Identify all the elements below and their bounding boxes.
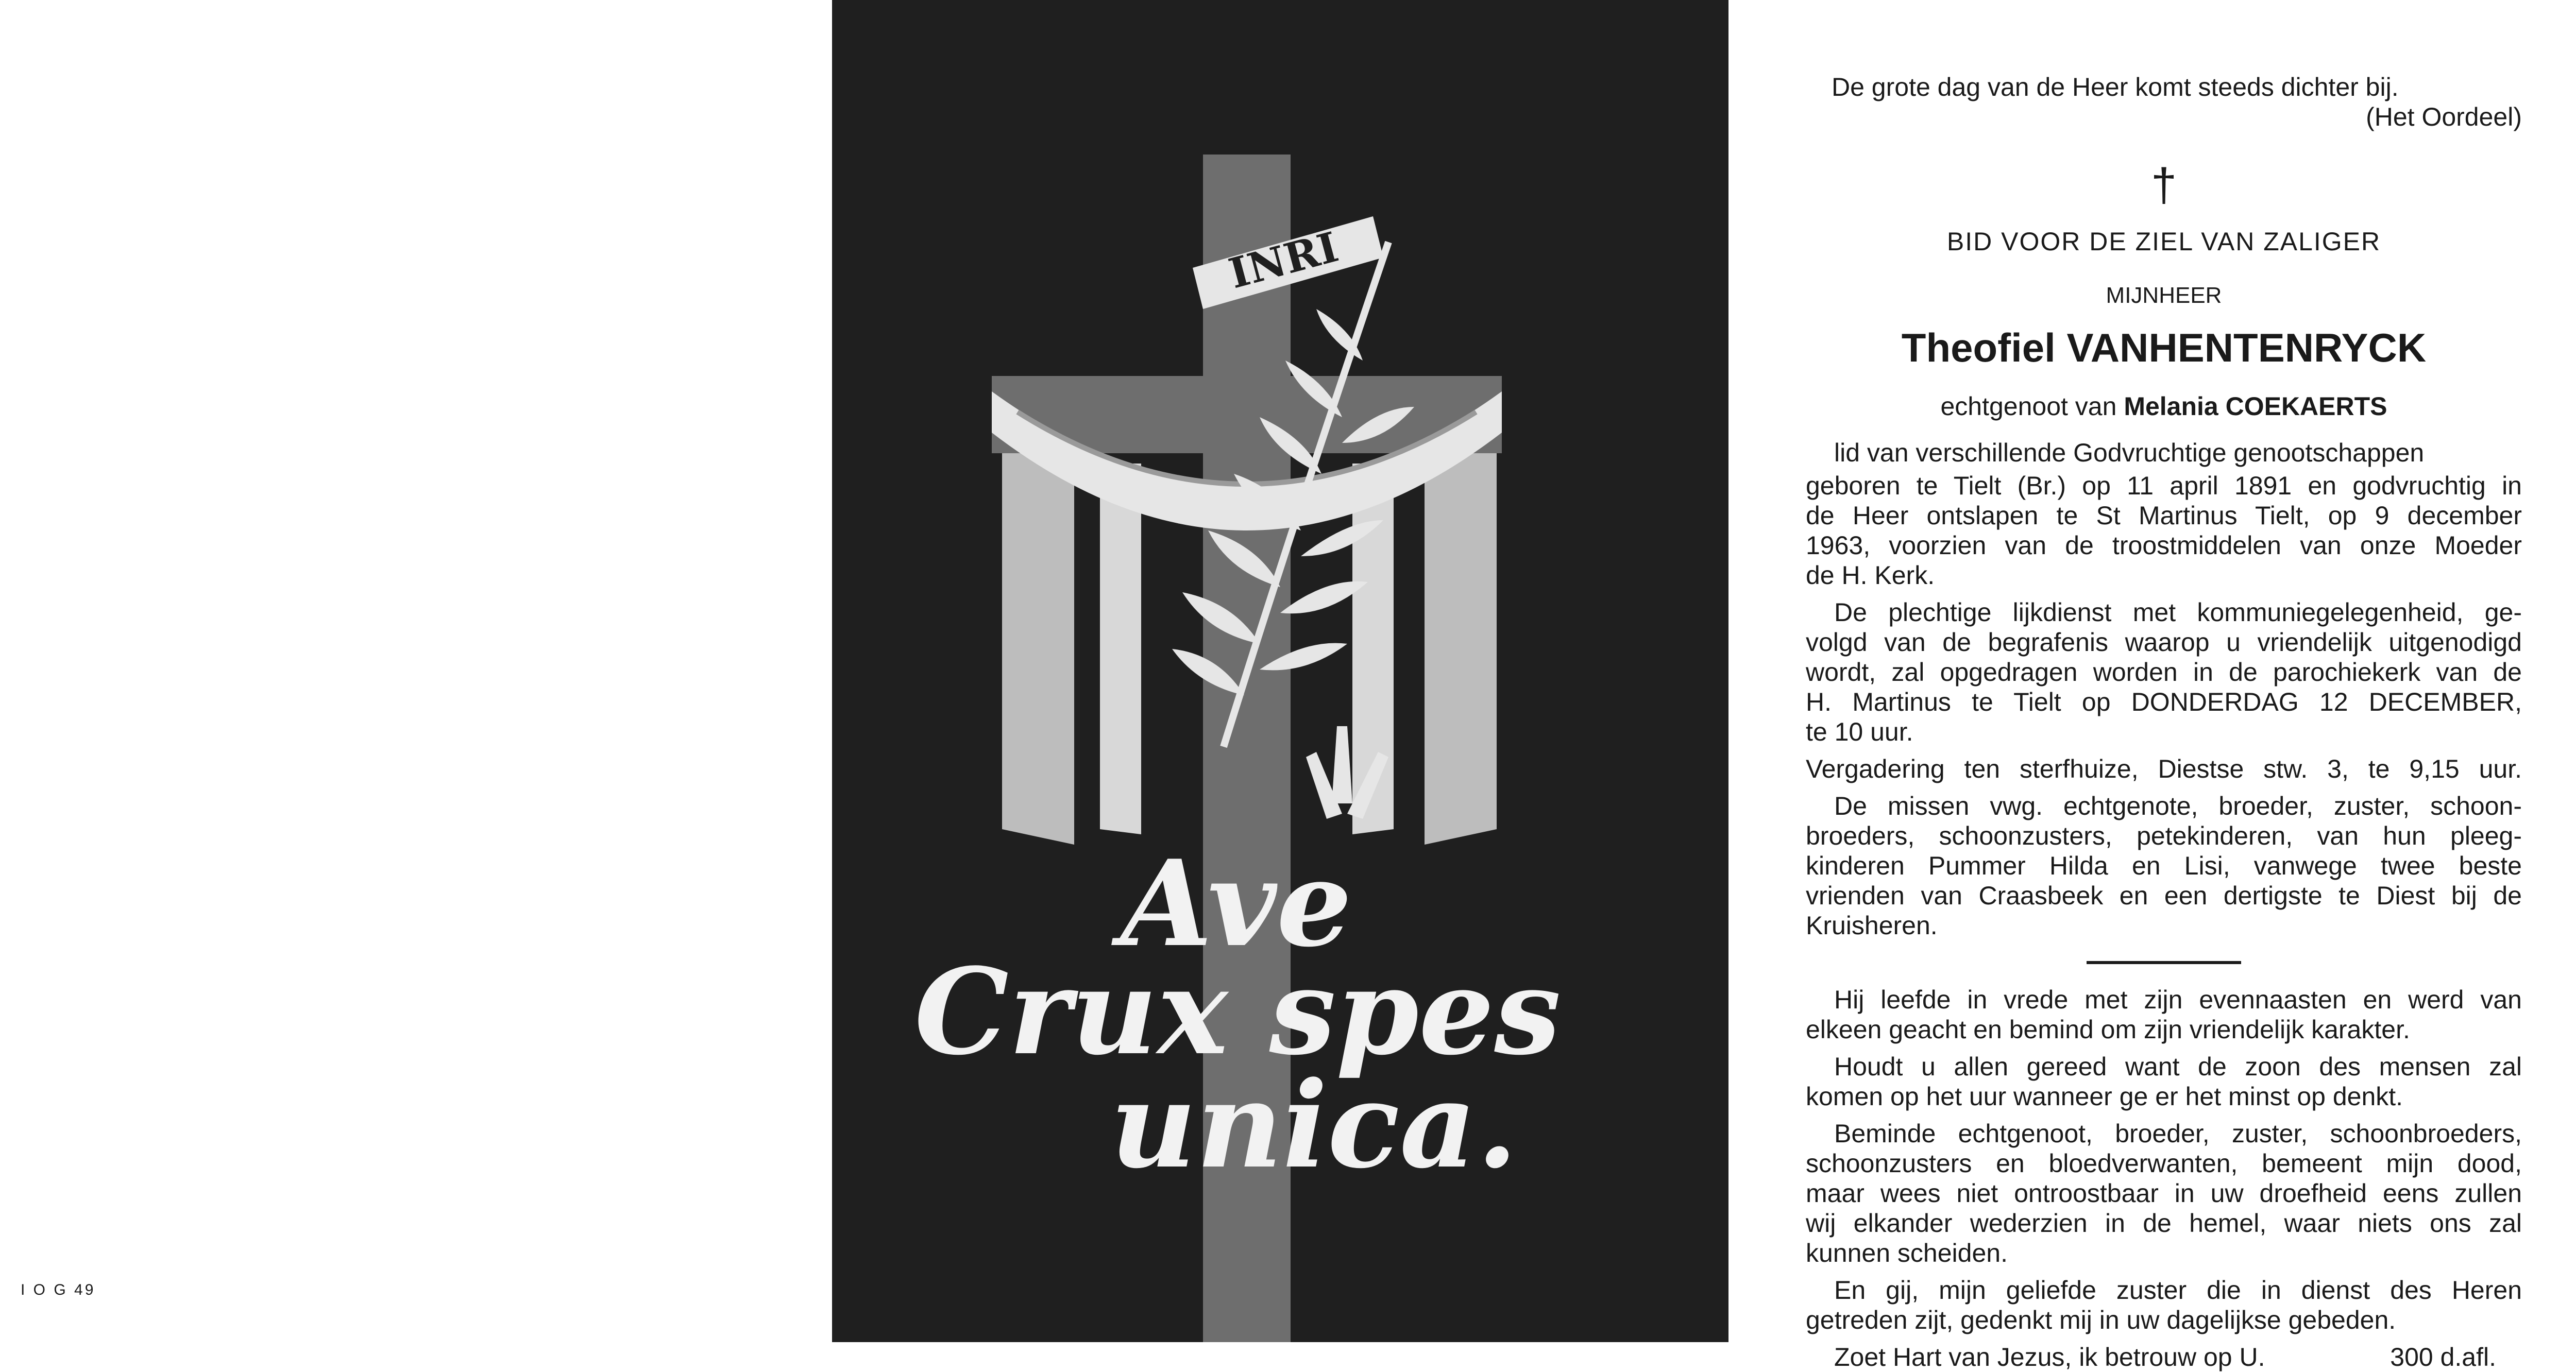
quote: De grote dag van de Heer komt steeds dichter bij. bbox=[1832, 73, 2399, 101]
spouse-prefix: echtgenoot van bbox=[1940, 392, 2117, 421]
masses-line: Kruisheren. bbox=[1806, 911, 1938, 940]
ready-line: Houdt u allen gereed want de zoon des mensen zal bbox=[1834, 1052, 2522, 1081]
divider bbox=[2087, 961, 2241, 964]
indulgence: 300 d.afl. bbox=[2390, 1343, 2496, 1371]
beloved-line: wij elkander wederzien in de hemel, waar niets ons zal bbox=[1806, 1209, 2522, 1238]
funeral-line: H. Martinus te Tielt op DONDERDAG 12 DECEMBER, bbox=[1806, 688, 2522, 716]
deceased-name: Theofiel VANHENTENRYCK bbox=[1901, 325, 2427, 370]
print-code: I O G 49 bbox=[21, 1281, 96, 1298]
final-prayer-row bbox=[1806, 1342, 2522, 1372]
beloved-line: kunnen scheiden. bbox=[1806, 1239, 2008, 1267]
body-text bbox=[1806, 438, 2522, 1372]
bio-line: lid van verschillende Godvruchtige genootschappen bbox=[1834, 438, 2425, 467]
sister-line: getreden zijt, gedenkt mij in uw dagelijkse gebeden. bbox=[1806, 1306, 2396, 1334]
prayer-line: BID VOOR DE ZIEL VAN ZALIGER bbox=[1946, 227, 2381, 256]
ready-line: komen op het uur wanneer ge er het minst op denkt. bbox=[1806, 1082, 2403, 1111]
artwork-panel bbox=[832, 0, 1728, 1342]
bio-line: de H. Kerk. bbox=[1806, 561, 1935, 590]
final-prayer: Zoet Hart van Jezus, ik betrouw op U. bbox=[1834, 1343, 2265, 1371]
bio-line: de Heer ontslapen te St Martinus Tielt, op 9 december bbox=[1806, 501, 2522, 530]
funeral-line: wordt, zal opgedragen worden in de parochiekerk van de bbox=[1806, 658, 2522, 687]
masses-line: broeders, schoonzusters, petekinderen, van hun pleeg- bbox=[1806, 821, 2522, 850]
spouse-line bbox=[1806, 391, 2522, 421]
bio-line: geboren te Tielt (Br.) op 11 april 1891 en godvruchtig in bbox=[1806, 471, 2522, 500]
funeral-line: volgd van de begrafenis waarop u vriendelijk uitgenodigd bbox=[1806, 628, 2522, 657]
motto-line-1: Ave bbox=[1121, 834, 1352, 973]
quote-source: (Het Oordeel) bbox=[2366, 102, 2522, 131]
left-cloth bbox=[1002, 453, 1074, 845]
obituary-text-column bbox=[1806, 0, 2522, 1371]
masses-line: De missen vwg. echtgenote, broeder, zuster, schoon- bbox=[1834, 792, 2522, 820]
gathering-line: Vergadering ten sterfhuize, Diestse stw. 3, te 9,15 uur. bbox=[1806, 754, 2522, 783]
sister-line: En gij, mijn geliefde zuster die in dienst des Heren bbox=[1834, 1276, 2522, 1305]
spouse-name: Melania COEKAERTS bbox=[2124, 392, 2387, 421]
funeral-line: te 10 uur. bbox=[1806, 717, 1913, 746]
life-line: elkeen geacht en bemind om zijn vriendelijk karakter. bbox=[1806, 1015, 2410, 1044]
life-line: Hij leefde in vrede met zijn evennaasten en werd van bbox=[1834, 985, 2522, 1014]
bio-line: 1963, voorzien van de troostmiddelen van onze Moeder bbox=[1806, 531, 2522, 560]
beloved-line: schoonzusters en bloedverwanten, bemeent mijn dood, bbox=[1806, 1149, 2522, 1178]
title: MIJNHEER bbox=[2106, 283, 2222, 308]
motto-line-2: Crux spes bbox=[914, 942, 1561, 1082]
masses-line: vrienden van Craasbeek en een dertigste te Diest bij de bbox=[1806, 881, 2522, 910]
beloved-line: Beminde echtgenoot, broeder, zuster, schoonbroeders, bbox=[1834, 1119, 2522, 1148]
beloved-line: maar wees niet ontroostbaar in uw droefheid eens zullen bbox=[1806, 1179, 2522, 1208]
inri-text: INRI bbox=[1224, 222, 1344, 298]
masses-line: kinderen Pummer Hilda en Lisi, vanwege twee beste bbox=[1806, 851, 2522, 880]
left-cloth-fold bbox=[1100, 464, 1141, 834]
right-cloth bbox=[1425, 453, 1497, 845]
motto-line-3: unica. bbox=[1110, 1056, 1518, 1195]
funeral-line: De plechtige lijkdienst met kommuniegelegenheid, ge- bbox=[1834, 598, 2522, 627]
cross-symbol: † bbox=[2150, 160, 2177, 211]
